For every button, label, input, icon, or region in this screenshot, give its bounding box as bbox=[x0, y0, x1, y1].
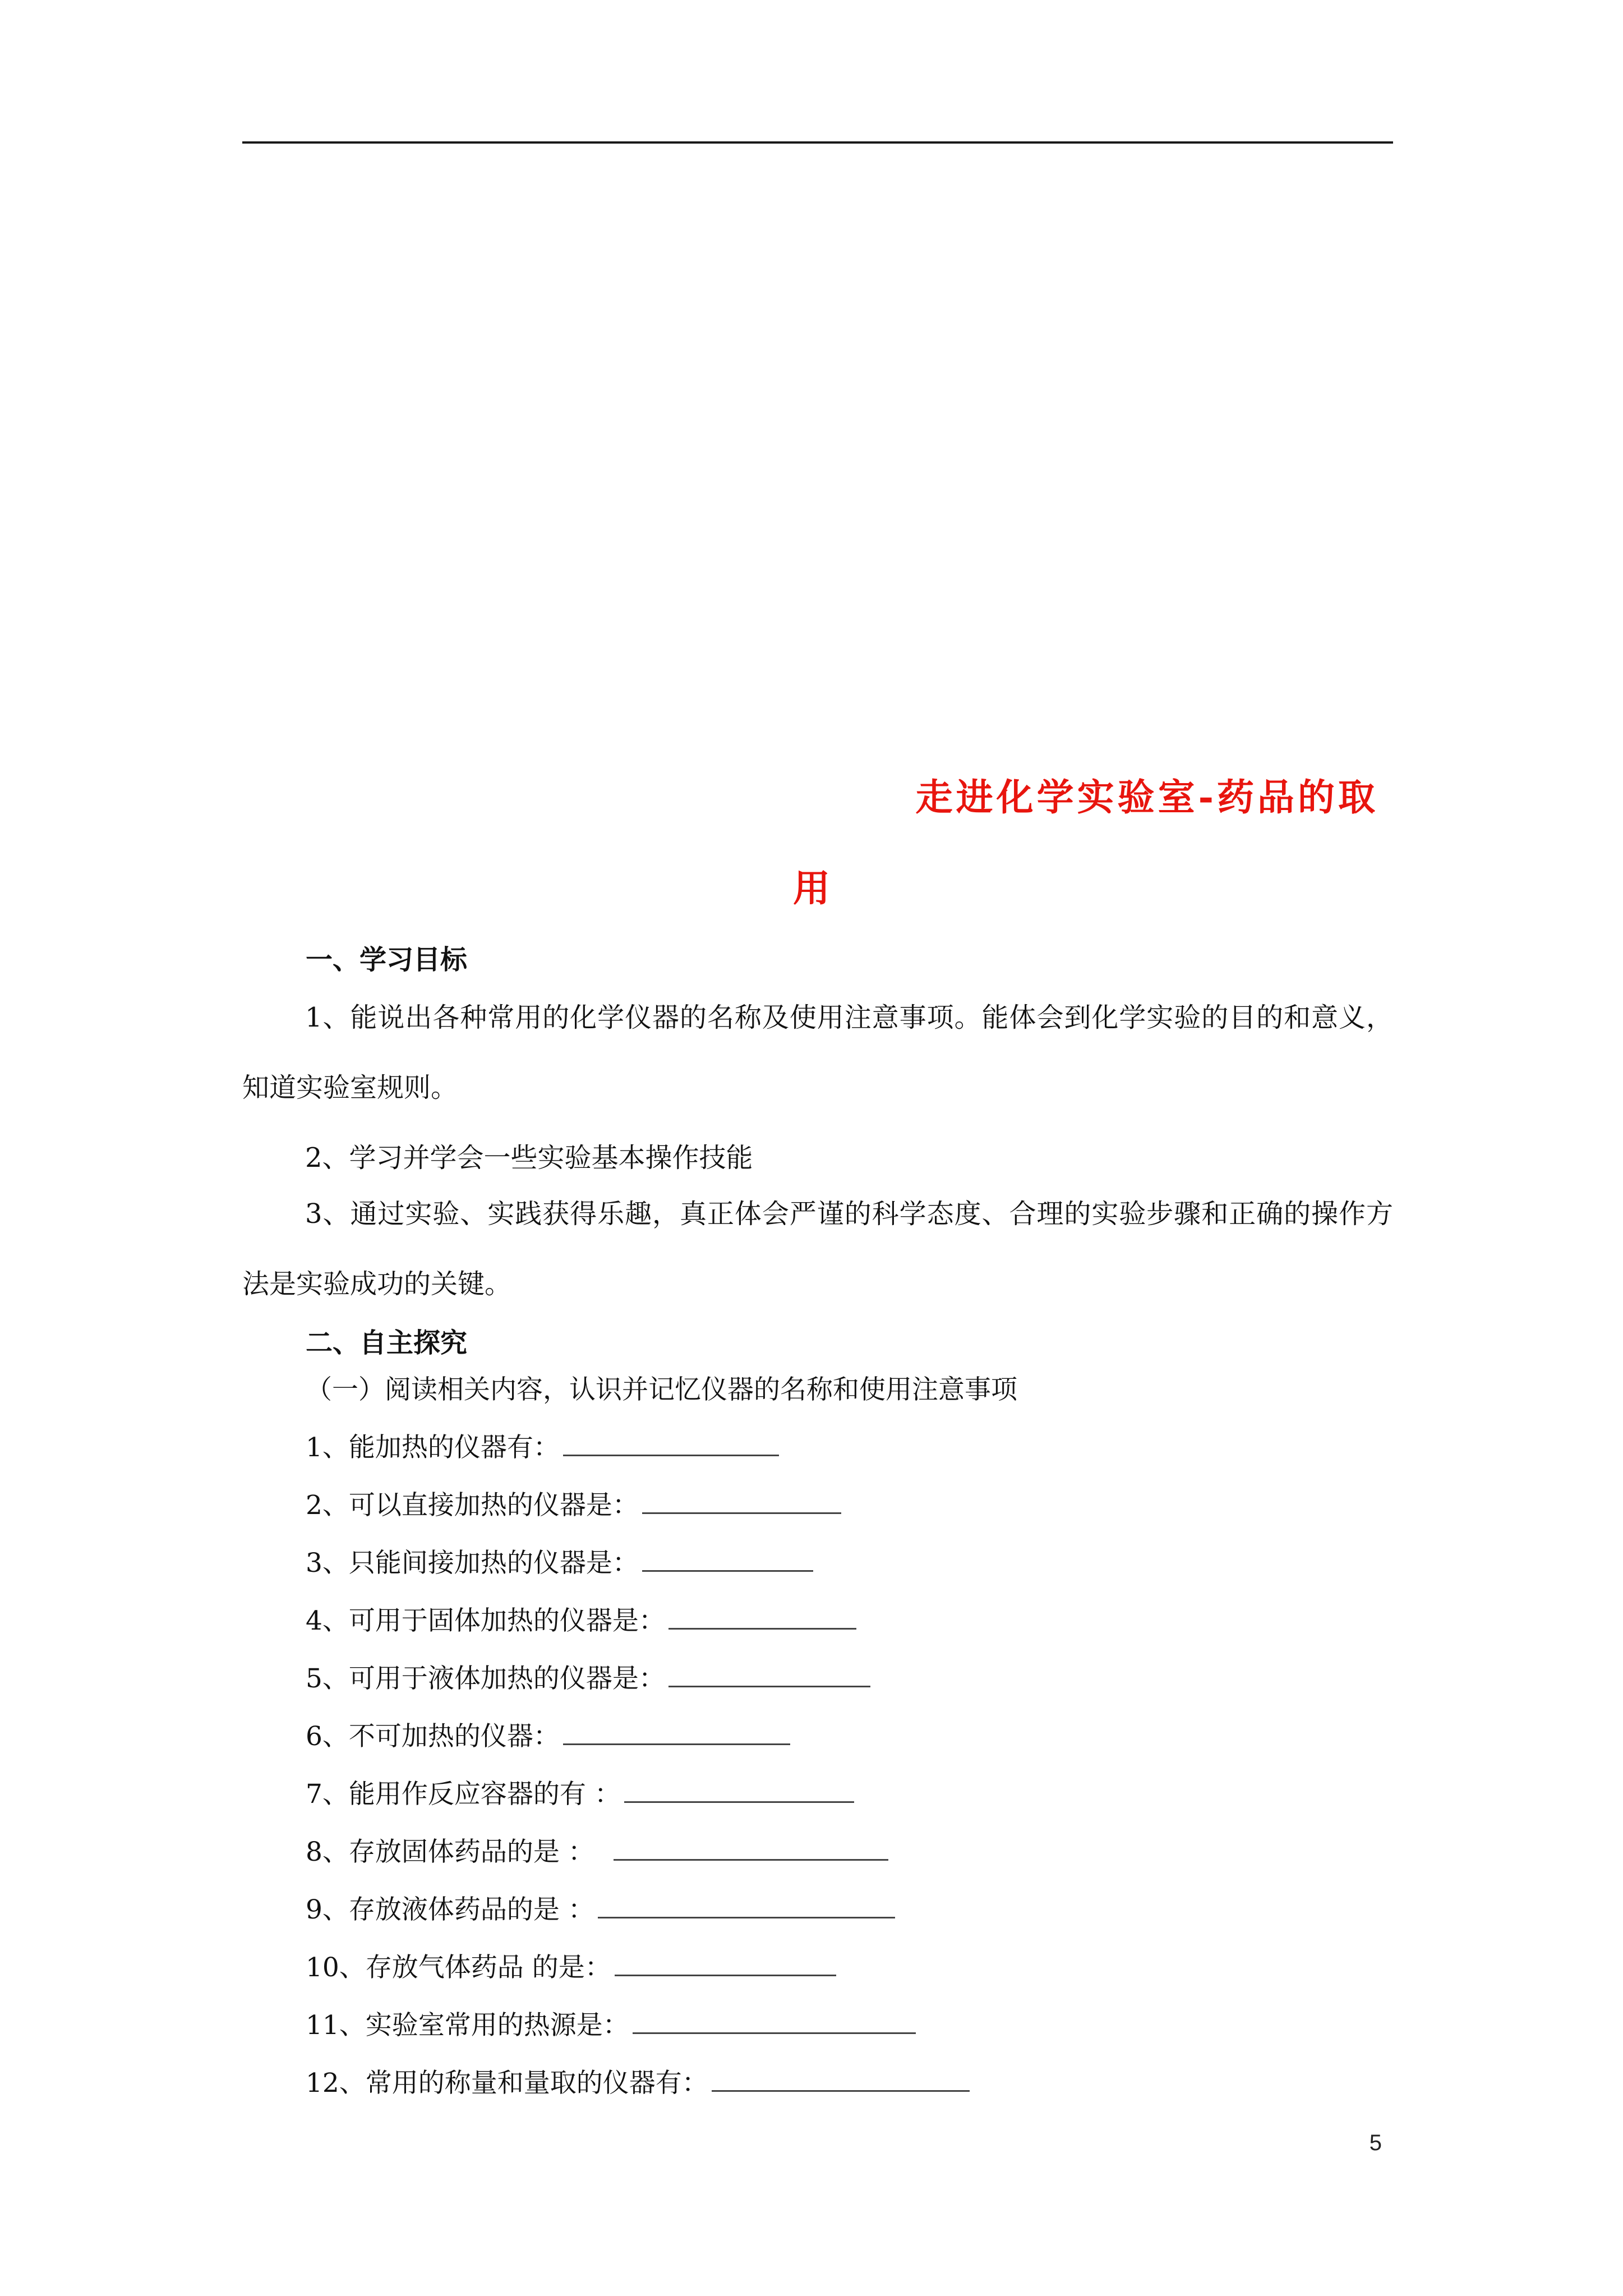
question-5: 5、可用于液体加热的仪器是： bbox=[306, 1658, 870, 1695]
answer-blank[interactable] bbox=[668, 1661, 870, 1687]
question-10: 10、存放气体药品 的是： bbox=[306, 1947, 836, 1984]
question-1: 1、能加热的仪器有： bbox=[306, 1427, 779, 1464]
objective-1: 1、能说出各种常用的化学仪器的名称及使用注意事项。能体会到化学实验的目的和意义，知道实验室规则。 bbox=[242, 1002, 1393, 1103]
document-title-continued: 用 bbox=[793, 866, 830, 910]
answer-blank[interactable] bbox=[642, 1488, 841, 1514]
question-3: 3、只能间接加热的仪器是： bbox=[306, 1542, 813, 1580]
answer-blank[interactable] bbox=[563, 1430, 779, 1456]
question-2: 2、可以直接加热的仪器是： bbox=[306, 1484, 841, 1522]
answer-blank[interactable] bbox=[563, 1719, 790, 1745]
section-heading-explore: 二、自主探究 bbox=[306, 1327, 468, 1359]
document-title: 走进化学实验室-药品的取 bbox=[915, 775, 1378, 819]
question-11: 11、实验室常用的热源是： bbox=[306, 2004, 916, 2042]
subsection-intro: （一）阅读相关内容，认识并记忆仪器的名称和使用注意事项 bbox=[306, 1374, 1017, 1405]
question-8: 8、存放固体药品的是 ： bbox=[306, 1831, 888, 1869]
question-6: 6、不可加热的仪器： bbox=[306, 1715, 790, 1753]
question-7: 7、能用作反应容器的有 ： bbox=[306, 1773, 854, 1811]
answer-blank[interactable] bbox=[712, 2065, 970, 2092]
answer-blank[interactable] bbox=[668, 1603, 856, 1630]
question-12: 12、常用的称量和量取的仪器有： bbox=[306, 2062, 970, 2100]
answer-blank[interactable] bbox=[624, 1777, 854, 1803]
section-heading-objectives: 一、学习目标 bbox=[306, 944, 468, 976]
answer-blank[interactable] bbox=[615, 1950, 836, 1976]
header-rule bbox=[242, 141, 1393, 144]
answer-blank[interactable] bbox=[614, 1834, 888, 1861]
objective-2: 2、学习并学会一些实验基本操作技能 bbox=[305, 1142, 753, 1174]
page-number: 5 bbox=[1369, 2131, 1382, 2155]
objective-3: 3、通过实验、实践获得乐趣，真正体会严谨的科学态度、合理的实验步骤和正确的操作方法是实验成功的关键。 bbox=[242, 1198, 1393, 1300]
answer-blank[interactable] bbox=[598, 1892, 895, 1918]
question-9: 9、存放液体药品的是 ： bbox=[306, 1889, 895, 1926]
question-4: 4、可用于固体加热的仪器是： bbox=[306, 1600, 856, 1637]
answer-blank[interactable] bbox=[642, 1545, 813, 1572]
answer-blank[interactable] bbox=[633, 2008, 916, 2034]
